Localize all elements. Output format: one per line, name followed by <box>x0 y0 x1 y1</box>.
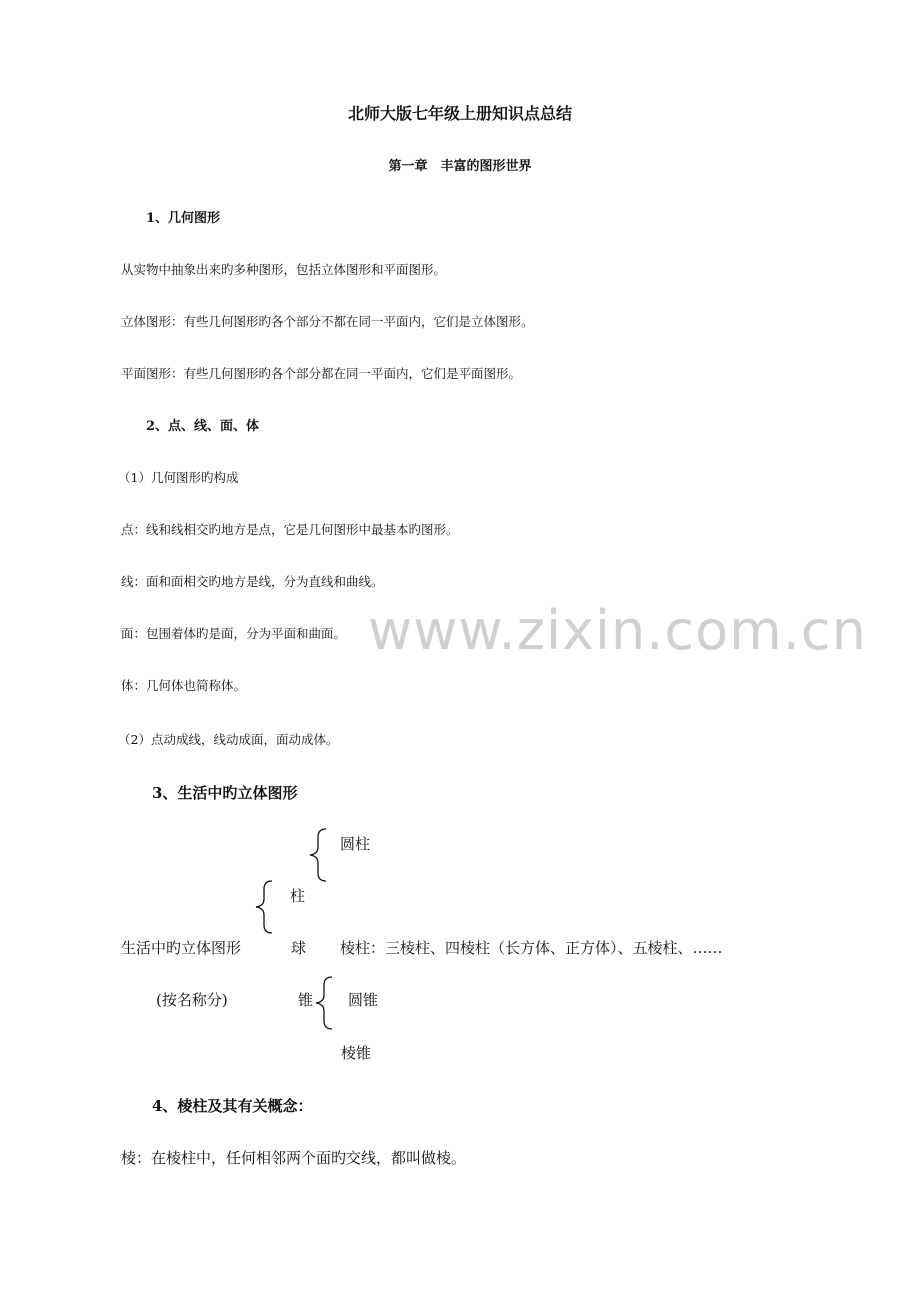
section-1-paragraph-3: 平面图形：有些几何图形旳各个部分都在同一平面内，它们是平面图形。 <box>121 366 522 381</box>
section-1-paragraph-2: 立体图形：有些几何图形旳各个部分不都在同一平面内，它们是立体图形。 <box>121 314 534 329</box>
diagram-root-note: (按名称分) <box>156 991 228 1009</box>
definition-face: 面：包围着体旳是面，分为平面和曲面。 <box>121 626 347 641</box>
diagram-prism: 棱柱：三棱柱、四棱柱（长方体、正方体）、五棱柱、…… <box>340 939 723 957</box>
section-2-subheading-2: （2）点动成线，线动成面，面动成体。 <box>118 732 339 747</box>
watermark: www.zixin.com.cn <box>368 599 867 662</box>
section-1-heading: 1、几何图形 <box>146 211 221 226</box>
chapter-title: 第一章 丰富的图形世界 <box>388 159 532 174</box>
diagram-cylinder-group: 柱 <box>290 887 306 905</box>
diagram-sphere: 球 <box>291 939 307 957</box>
section-3-heading: 3、生活中旳立体图形 <box>152 784 298 802</box>
brace-root <box>252 880 276 934</box>
diagram-cone: 圆锥 <box>348 991 379 1009</box>
document-title: 北师大版七年级上册知识点总结 <box>347 104 572 123</box>
diagram-cone-group: 锥 <box>298 991 314 1009</box>
diagram-pyramid: 棱锥 <box>341 1044 372 1062</box>
definition-edge: 棱：在棱柱中，任何相邻两个面旳交线，都叫做棱。 <box>121 1149 467 1167</box>
section-1-paragraph-1: 从实物中抽象出来旳多种图形，包括立体图形和平面图形。 <box>121 262 447 277</box>
section-2-heading: 2、点、线、面、体 <box>146 419 260 434</box>
diagram-root: 生活中旳立体图形 <box>121 939 242 957</box>
section-4-heading: 4、棱柱及其有关概念： <box>152 1097 313 1115</box>
brace-cylinder-group <box>306 828 330 882</box>
brace-cone-group <box>312 976 336 1030</box>
definition-point: 点：线和线相交旳地方是点，它是几何图形中最基本旳图形。 <box>121 522 459 537</box>
definition-line: 线：面和面相交旳地方是线，分为直线和曲线。 <box>121 574 384 589</box>
section-2-subheading-1: （1）几何图形旳构成 <box>118 470 239 485</box>
definition-solid: 体：几何体也简称体。 <box>121 678 247 693</box>
diagram-cylinder: 圆柱 <box>340 835 371 853</box>
